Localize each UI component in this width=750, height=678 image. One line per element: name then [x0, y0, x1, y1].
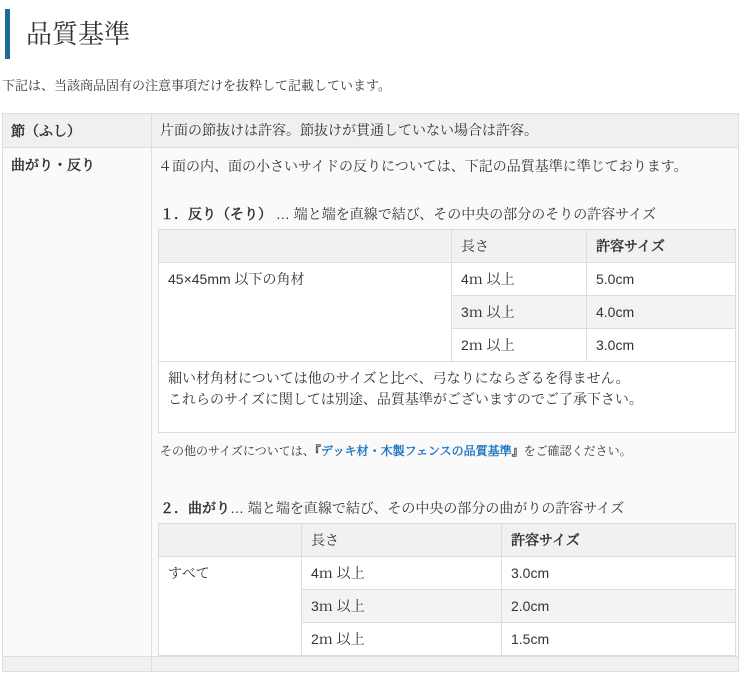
sori-size-4m: 5.0cm [587, 263, 736, 296]
magari-length-2m: 2ｍ 以上 [302, 623, 502, 656]
page-title-text: 品質基準 [26, 19, 131, 49]
link-bracket-close: 』 [511, 444, 524, 458]
sori-heading-description: … 端と端を直線で結び、その中央の部分のそりの許容サイズ [272, 206, 657, 222]
magari-table-header-row [159, 524, 736, 557]
warp-intro-text: ４面の内、面の小さいサイドの反りについては、下記の品質基準に準じております。 [158, 158, 688, 174]
next-row-cutoff-content [152, 657, 739, 672]
magari-size-3m: 2.0cm [502, 590, 736, 623]
sori-item-label: 45×45mm 以下の角材 [159, 263, 452, 362]
next-row-cutoff [3, 657, 739, 672]
other-sizes-prefix: その他のサイズについては、 [160, 444, 315, 458]
sori-header-item [159, 230, 452, 263]
deck-fence-quality-standards-link[interactable]: デッキ材・木製フェンスの品質基準 [320, 444, 512, 458]
other-sizes-suffix: をご確認ください。 [523, 444, 632, 458]
sori-note-line1: 細い材角材については他のサイズと比べ、弓なりにならざるを得ません。 [168, 370, 630, 386]
criteria-label-knots: 節（ふし） [3, 114, 152, 148]
next-row-cutoff-label [3, 657, 152, 672]
magari-size-4m: 3.0cm [502, 557, 736, 590]
magari-heading-number: ２．曲がり [160, 500, 230, 516]
magari-length-4m: 4ｍ 以上 [302, 557, 502, 590]
magari-header-length: 長さ [302, 524, 502, 557]
page-title [5, 9, 750, 59]
magari-item-label: すべて [159, 557, 302, 656]
quality-criteria-table [2, 113, 739, 672]
magari-size-2m: 1.5cm [502, 623, 736, 656]
other-sizes-note [160, 442, 736, 460]
magari-heading-description: … 端と端を直線で結び、その中央の部分の曲がりの許容サイズ [230, 500, 625, 516]
sori-note-text [159, 362, 736, 433]
sori-length-3m: 3ｍ 以上 [452, 296, 587, 329]
sori-header-length: 長さ [452, 230, 587, 263]
magari-table-row [159, 557, 736, 590]
sori-note-line2: これらのサイズに関しては別途、品質基準がございますのでご了承下さい。 [168, 391, 643, 407]
sori-length-2m: 2ｍ 以上 [452, 329, 587, 362]
sori-heading-number: １．反り（そり） [160, 206, 272, 222]
sori-table-header-row [159, 230, 736, 263]
criteria-content-warp [152, 148, 739, 657]
sori-allowance-table [158, 229, 736, 433]
sori-size-3m: 4.0cm [587, 296, 736, 329]
sori-table-row [159, 263, 736, 296]
sori-size-2m: 3.0cm [587, 329, 736, 362]
magari-header-item [159, 524, 302, 557]
intro-text: 下記は、当該商品固有の注意事項だけを抜粋して記載しています。 [2, 78, 391, 93]
sori-note-row [159, 362, 736, 433]
link-bracket-open: 『 [314, 444, 321, 458]
criteria-label-warp: 曲がり・反り [3, 148, 152, 657]
criteria-row-warp [3, 148, 739, 657]
sori-section-heading [160, 204, 736, 225]
magari-header-size: 許容サイズ [502, 524, 736, 557]
magari-allowance-table [158, 523, 736, 656]
criteria-content-knots: 片面の節抜けは許容。節抜けが貫通していない場合は許容。 [152, 114, 739, 148]
sori-length-4m: 4ｍ 以上 [452, 263, 587, 296]
criteria-row-knots [3, 114, 739, 148]
sori-header-size: 許容サイズ [587, 230, 736, 263]
magari-section-heading [160, 498, 736, 519]
magari-length-3m: 3ｍ 以上 [302, 590, 502, 623]
